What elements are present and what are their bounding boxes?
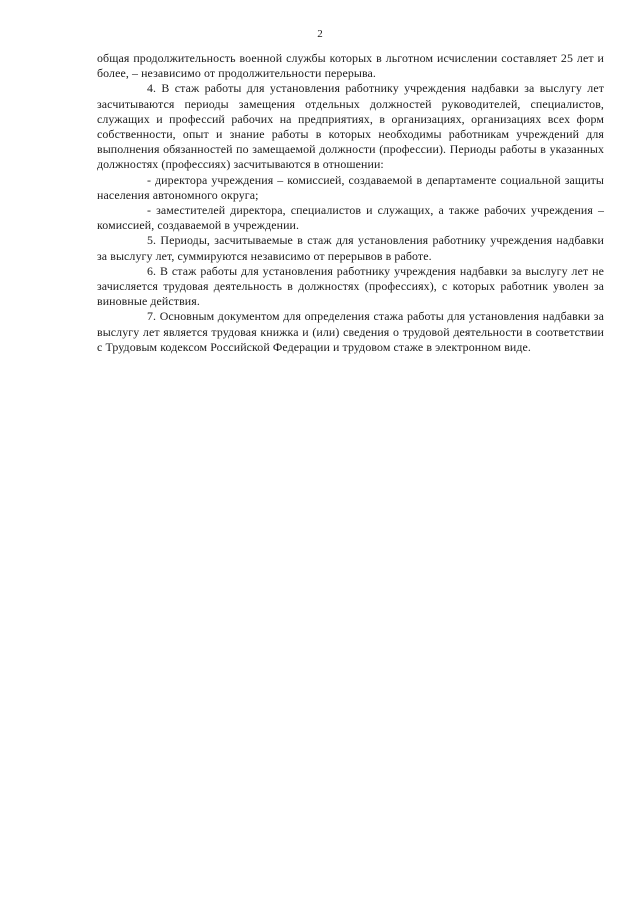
- list-item-director: - директора учреждения – комиссией, создаваемой в департаменте социальной защиты населения автономного округа;: [97, 172, 604, 202]
- page-number: 2: [317, 28, 323, 40]
- paragraph-item-6: 6. В стаж работы для установления работнику учреждения надбавки за выслугу лет не зачисляется трудовая деятельность в должностях (профессиях), с которых работник уволен за виновные действия.: [97, 263, 604, 309]
- document-body: [97, 51, 604, 355]
- list-item-deputies: - заместителей директора, специалистов и служащих, а также рабочих учреждения – комиссией, создаваемой в учреждении.: [97, 203, 604, 233]
- paragraph-item-4: 4. В стаж работы для установления работнику учреждения надбавки за выслугу лет засчитываются периоды замещения отдельных должностей руководителей, специалистов, служащих и профессий рабочих на предприятиях, в организациях, организациях всех форм собственности, опыт и знание работы в которых необходимы работникам учреждений для выполнения обязанностей по замещаемой должности (профессии). Периоды работы в указанных должностях (профессиях) засчитываются в отношении:: [97, 81, 604, 172]
- paragraph-continuation: общая продолжительность военной службы которых в льготном исчислении составляет 25 лет и более, – независимо от продолжительности перерыва.: [97, 51, 604, 81]
- paragraph-item-5: 5. Периоды, засчитываемые в стаж для установления работнику учреждения надбавки за выслугу лет, суммируются независимо от перерывов в работе.: [97, 233, 604, 263]
- paragraph-item-7: 7. Основным документом для определения стажа работы для установления надбавки за выслугу лет является трудовая книжка и (или) сведения о трудовой деятельности в соответствии с Трудовым кодексом Российской Федерации и трудовом стаже в электронном виде.: [97, 309, 604, 354]
